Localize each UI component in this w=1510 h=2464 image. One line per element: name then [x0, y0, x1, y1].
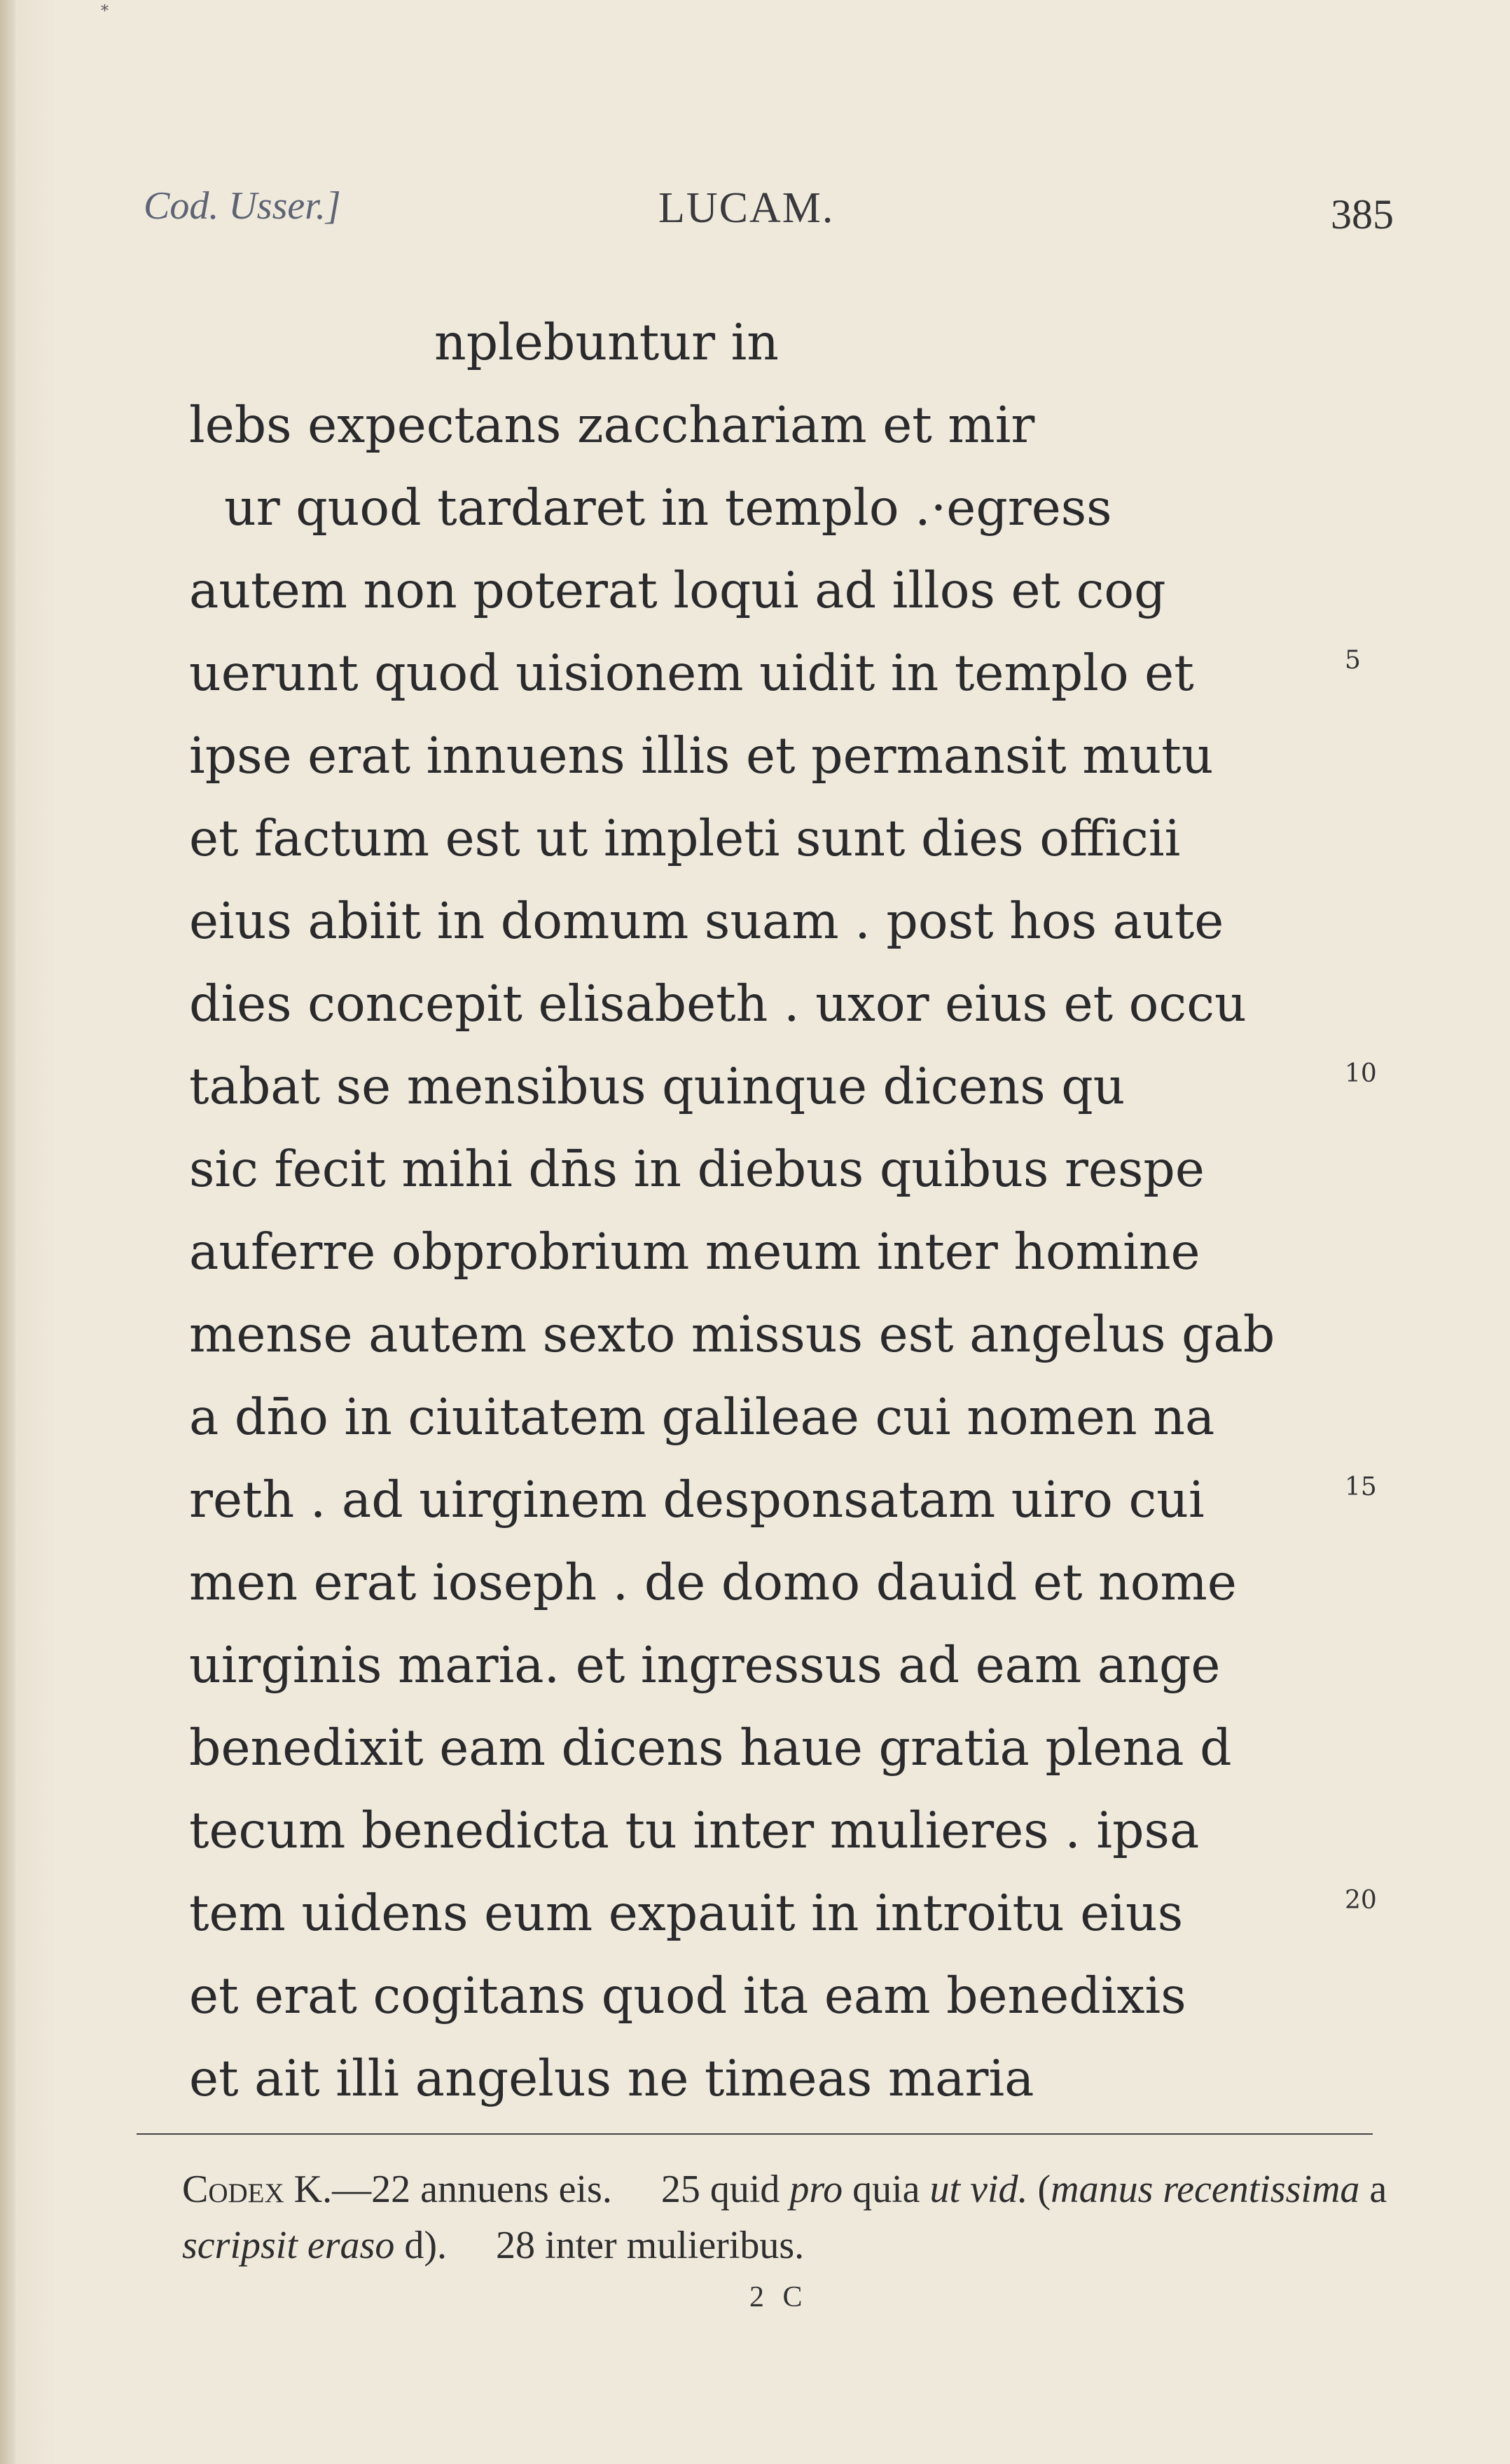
page-number: 385 — [1331, 191, 1394, 238]
text-line: nplebuntur in — [434, 313, 780, 371]
text-line: uirginis maria. et ingressus ad eam ange — [189, 1636, 1221, 1694]
text-line: men erat ioseph . de domo dauid et nome — [189, 1553, 1237, 1611]
text-line: et factum est ut impleti sunt dies officii — [189, 809, 1181, 867]
text-line: ur quod tardaret in templo .·egress — [224, 479, 1112, 537]
text-line: eius abiit in domum suam . post hos aute — [189, 892, 1224, 950]
text-line: tem uidens eum expauit in introitu eius 20 — [189, 1872, 1366, 1955]
text-line: reth . ad uirginem desponsatam uiro cui 15 — [189, 1459, 1366, 1541]
text-line: tabat se mensibus quinque dicens qu 10 — [189, 1045, 1366, 1128]
line-number: 5 — [1345, 646, 1361, 675]
header-title: LUCAM. — [658, 184, 835, 232]
text-line: sic fecit mihi dn̄s in diebus quibus respe — [189, 1140, 1205, 1198]
main-text — [189, 301, 1377, 2120]
signature-mark: 2 C — [749, 2281, 808, 2313]
text-line: ipse erat innuens illis et permansit mutu — [189, 727, 1214, 785]
text-line: et ait illi angelus ne timeas maria — [189, 2049, 1034, 2107]
line-number: 15 — [1345, 1473, 1377, 1501]
text-line: autem non poterat loqui ad illos et cog — [189, 561, 1166, 619]
codex-label: Codex K. — [182, 2168, 333, 2211]
book-spine-shadow — [0, 0, 15, 2464]
header-left: Cod. Usser.] — [144, 184, 341, 228]
corner-mark: * — [101, 3, 109, 20]
line-number: 10 — [1345, 1059, 1377, 1088]
apparatus-notes — [133, 2161, 1394, 2273]
running-head — [144, 184, 1394, 240]
text-line: benedixit eam dicens haue gratia plena d — [189, 1719, 1232, 1777]
text-line: a dn̄o in ciuitatem galileae cui nomen na — [189, 1388, 1215, 1446]
footnote-rule — [137, 2133, 1373, 2135]
text-line: mense autem sexto missus est angelus gab — [189, 1305, 1275, 1363]
text-line: lebs expectans zacchariam et mir — [189, 396, 1035, 454]
text-line: dies concepit elisabeth . uxor eius et occu — [189, 975, 1247, 1033]
text-line: auferre obprobrium meum inter homine — [189, 1223, 1200, 1281]
text-line: et erat cogitans quod ita eam benedixis — [189, 1967, 1186, 2025]
text-line: uerunt quod uisionem uidit in templo et 5 — [189, 632, 1366, 715]
line-number: 20 — [1345, 1886, 1377, 1915]
text-line: tecum benedicta tu inter mulieres . ipsa — [189, 1801, 1200, 1859]
note-line: Codex K.—22 annuens eis. 25 quid pro quia ut vid. (manus recentissima a scripsit eraso d). 28 inter mulieribus. — [182, 2168, 1387, 2267]
